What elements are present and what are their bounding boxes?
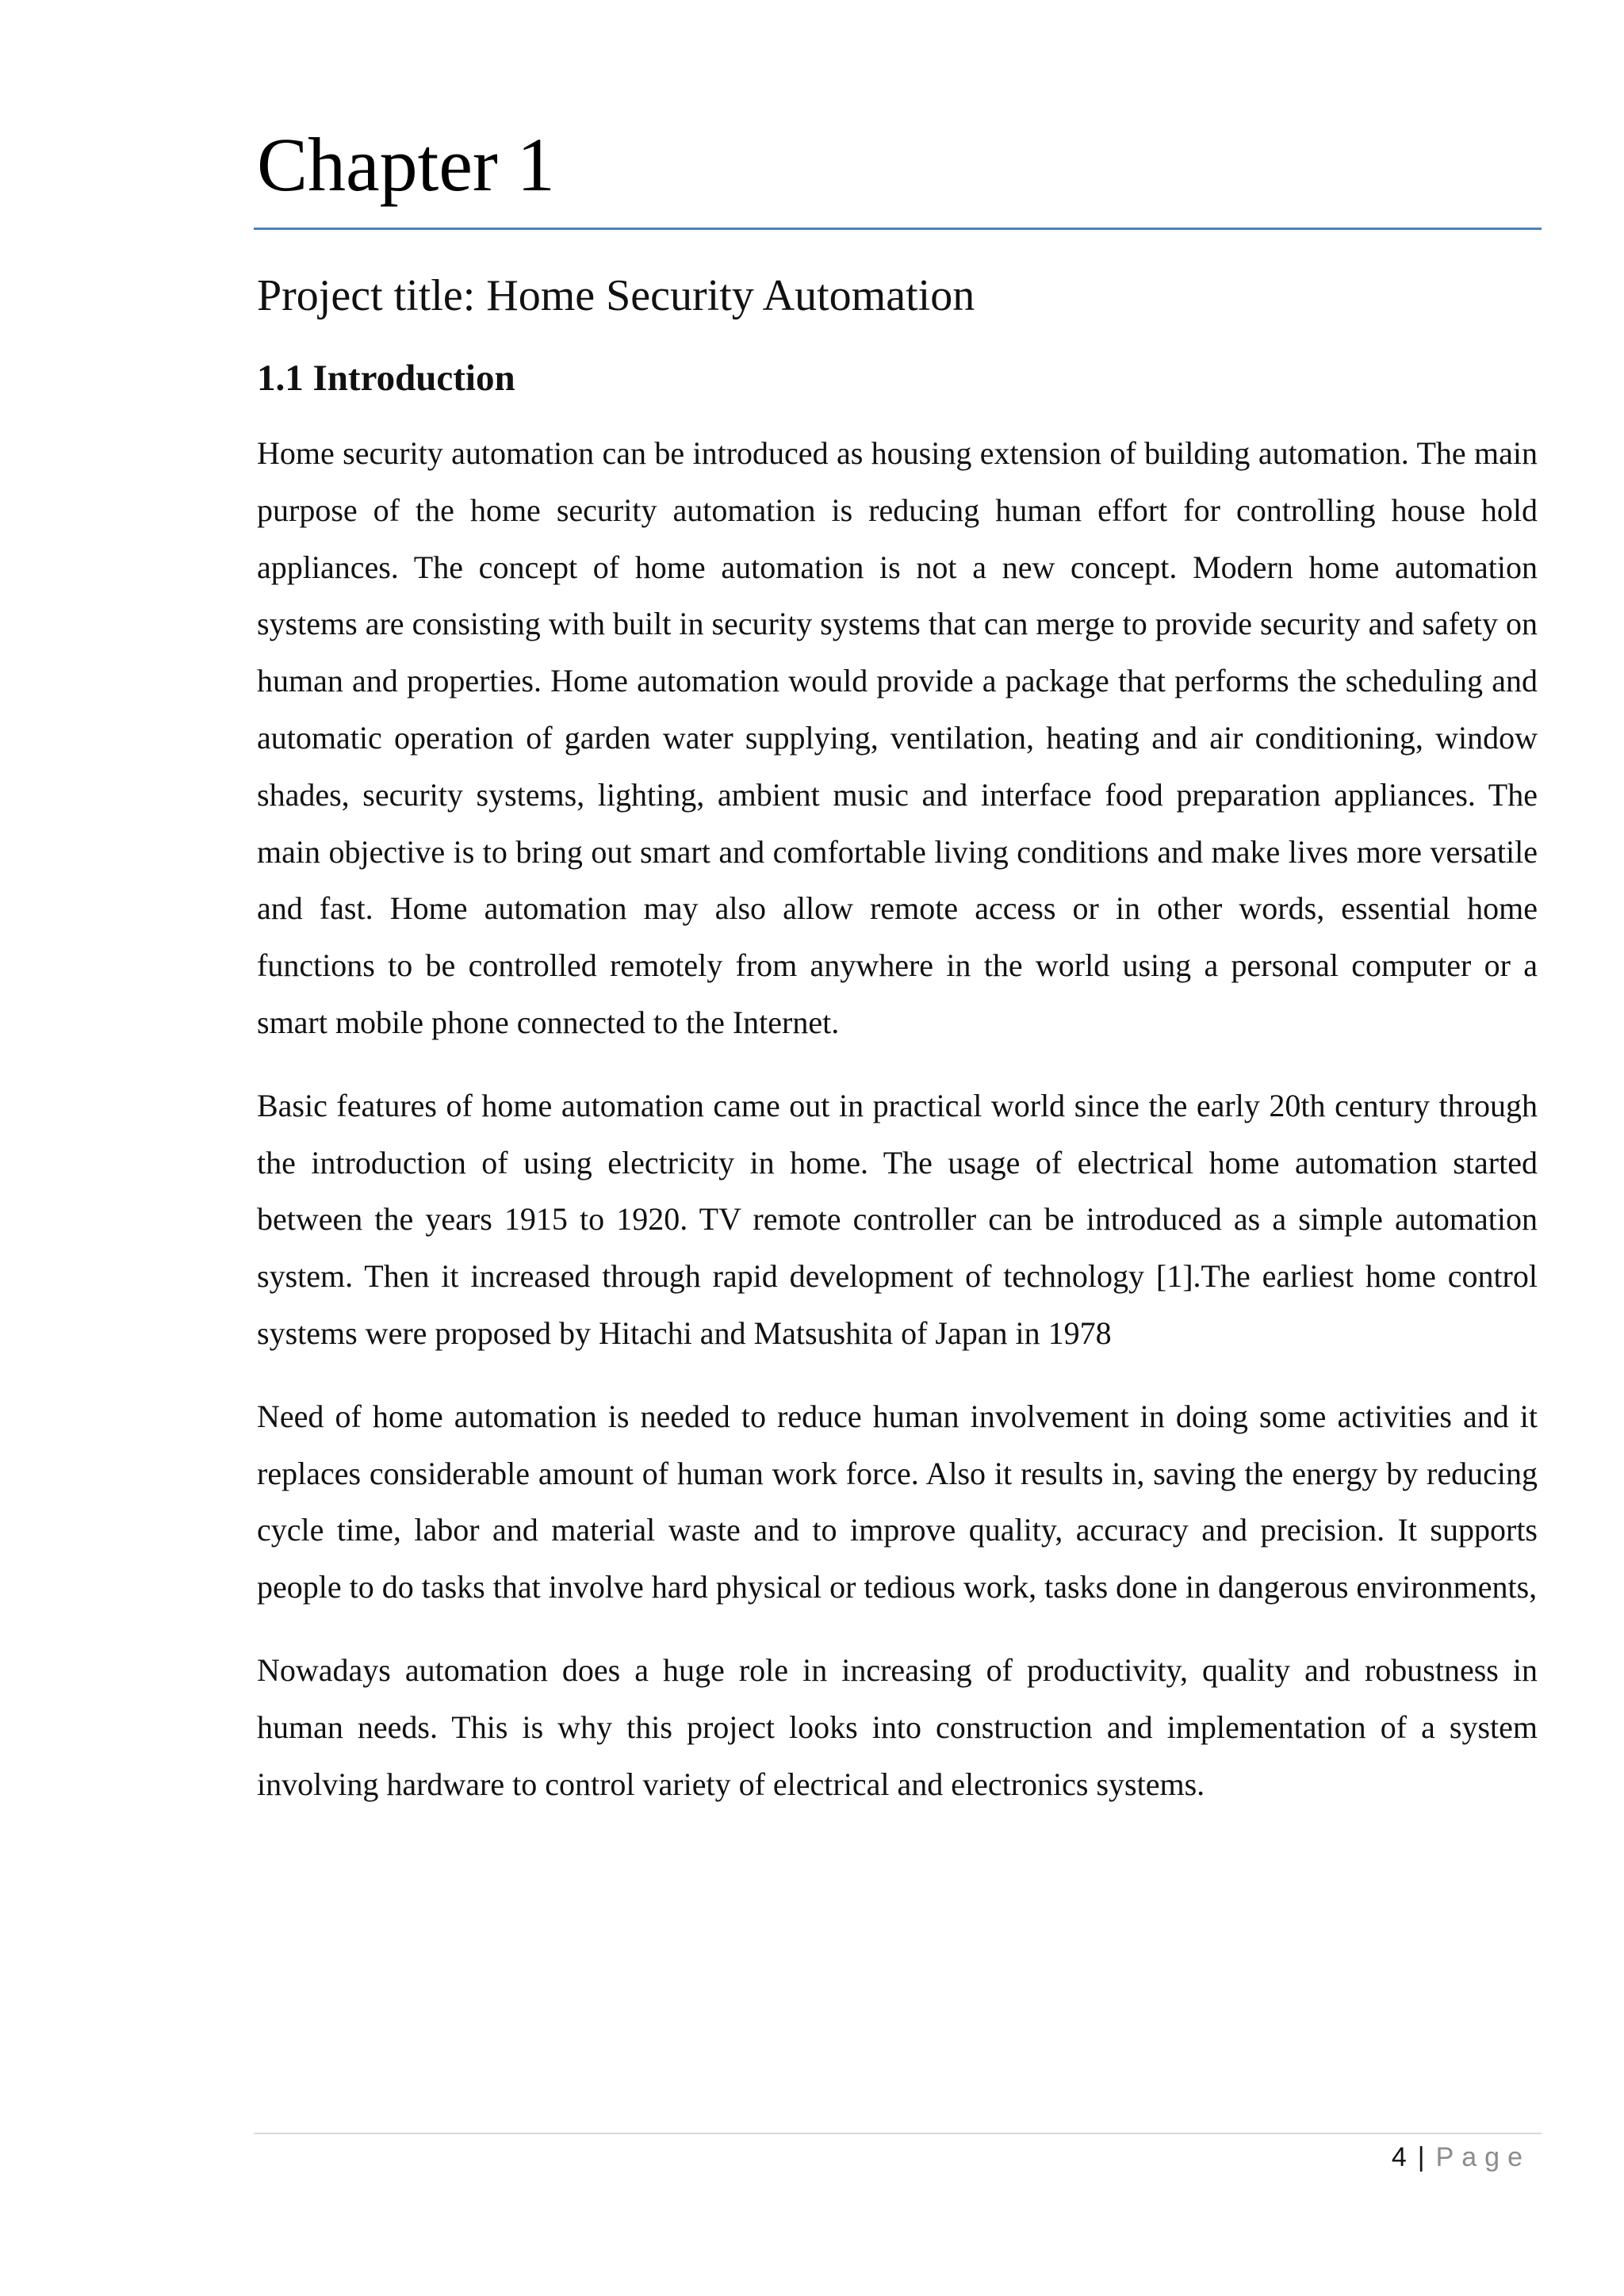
page-number: 4: [1391, 2142, 1407, 2172]
body-paragraph: Basic features of home automation came out in practical world since the early 20th century through the introduction of using electricity in home. The usage of electrical home automation started between the years 1915 to 1920. TV remote controller can be introduced as a simple automation system. Then it increased through rapid development of technology [1].The earliest home control systems were proposed by Hitachi and Matsushita of Japan in 1978: [257, 1087, 1538, 1351]
section-body: [257, 425, 1538, 1839]
body-paragraph: Need of home automation is needed to reduce human involvement in doing some activities and it replaces considerable amount of human work force. Also it results in, saving the energy by reducing cycle time, labor and material waste and to improve quality, accuracy and precision. It supports people to do tasks that involve hard physical or tedious work, tasks done in dangerous environments,: [257, 1398, 1538, 1605]
project-title: Project title: Home Security Automation: [257, 271, 975, 320]
body-paragraph: Home security automation can be introduced as housing extension of building automation. The main purpose of the home security automation is reducing human effort for controlling house hold appliances. The concept of home automation is not a new concept. Modern home automation systems are consisting with built in security systems that can merge to provide security and safety on human and properties. Home automation would provide a package that performs the scheduling and automatic operation of garden water supplying, ventilation, heating and air conditioning, window shades, security systems, lighting, ambient music and interface food preparation appliances. The main objective is to bring out smart and comfortable living conditions and make lives more versatile and fast. Home automation may also allow remote access or in other words, essential home functions to be controlled remotely from anywhere in the world using a personal computer or a smart mobile phone connected to the Internet.: [257, 435, 1538, 1040]
page-label: Page: [1435, 2142, 1530, 2172]
body-paragraph: Nowadays automation does a huge role in increasing of productivity, quality and robustness in human needs. This is why this project looks into construction and implementation of a system involving hardware to control variety of electrical and electronics systems.: [257, 1651, 1538, 1802]
section-heading: 1.1 Introduction: [257, 358, 515, 399]
footer-divider: [254, 2133, 1542, 2134]
chapter-divider: [254, 228, 1542, 230]
chapter-heading: Chapter 1: [257, 122, 555, 207]
footer-separator: |: [1417, 2142, 1425, 2172]
page-footer: [1392, 2139, 1530, 2177]
